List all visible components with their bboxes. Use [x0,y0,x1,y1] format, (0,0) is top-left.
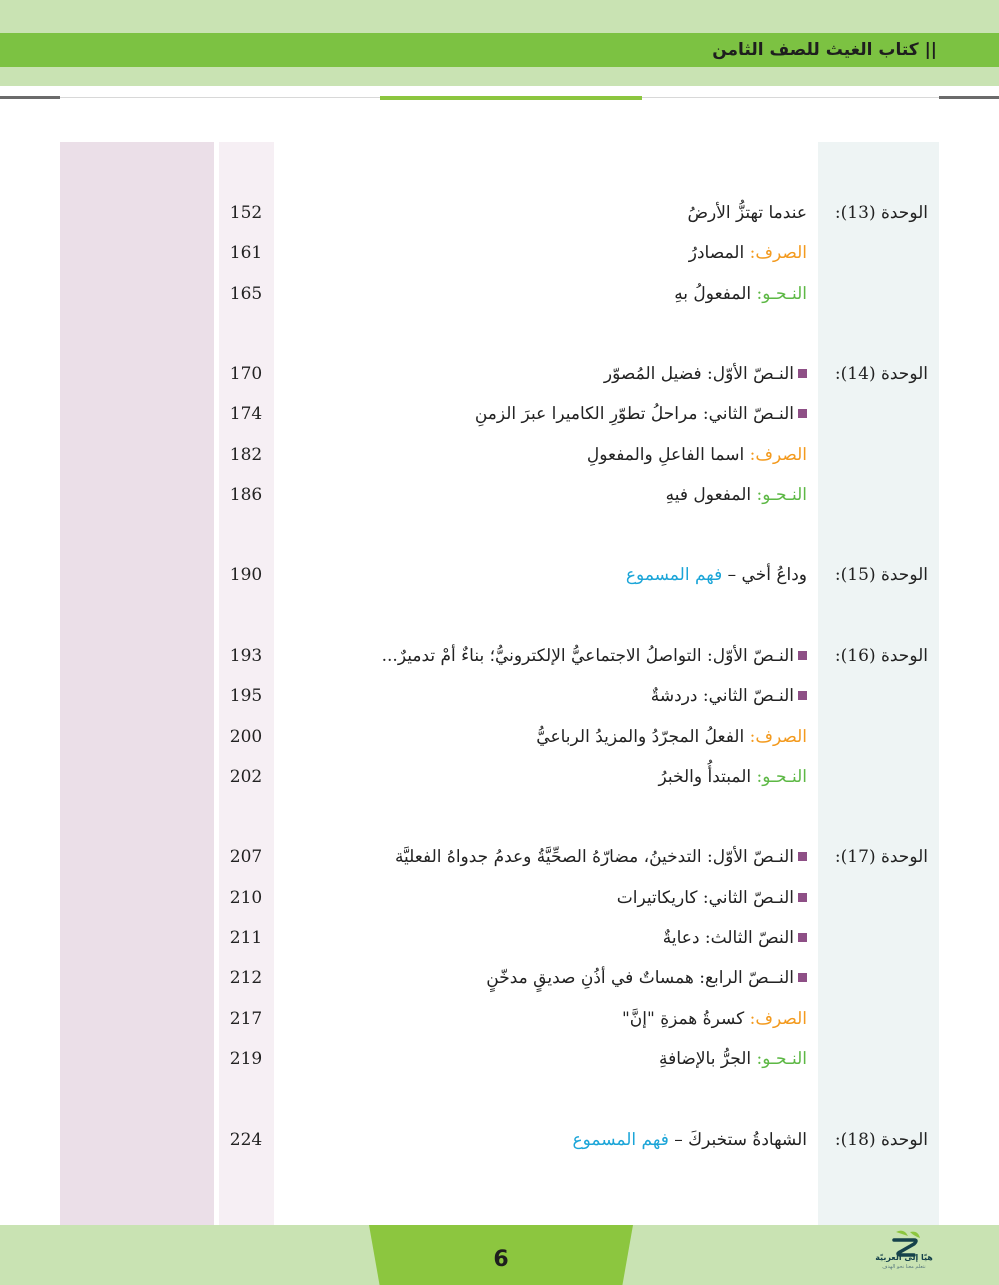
unit-label: الوحدة (17): [834,847,928,867]
nahw-label: النـحـو: [756,1049,807,1069]
entry-nahw [658,761,807,793]
toc-row[interactable] [0,439,999,471]
sarf-label: الصرف: [749,445,807,465]
toc-row[interactable] [0,197,999,229]
nahw-label: النـحـو: [756,284,807,304]
entry-text: النــصّ الرابع: همساتٌ في أذُنِ صديقٍ مدخّنٍ [486,968,794,988]
entry-text: النـصّ الثاني: دردشةٌ [650,686,794,706]
entry-text-item [395,841,807,873]
unit-label: الوحدة (18): [834,1130,928,1150]
toc-row[interactable] [0,1124,999,1156]
unit-label: الوحدة (15): [834,565,928,585]
unit-label: الوحدة (13): [834,203,928,223]
entry-sarf [587,439,807,471]
entry-nahw [659,1043,807,1075]
toc-row[interactable] [0,640,999,672]
toc-row[interactable] [0,237,999,269]
unit-label: الوحدة (14): [834,364,928,384]
entry-text-item [663,922,807,954]
page-number: 186 [229,485,263,505]
sarf-label: الصرف: [749,727,807,747]
toc-row[interactable] [0,559,999,591]
square-bullet-icon [798,651,807,660]
footer-page-number: 6 [493,1247,509,1272]
page-number: 224 [229,1130,263,1150]
toc-row[interactable] [0,479,999,511]
unit-label: الوحدة (16): [834,646,928,666]
page-number: 210 [229,888,263,908]
page-number: 193 [229,646,263,666]
entry-text: كسرةُ همزةِ "إنَّ" [621,1009,745,1029]
entry-text: المفعول فيهِ [665,485,752,505]
page-number: 207 [229,847,263,867]
entry-text: الشهادةُ ستخبركَ – [674,1130,807,1150]
page-number: 219 [229,1049,263,1069]
rule-center-accent [380,96,642,100]
page-number: 174 [229,404,263,424]
toc-row[interactable] [0,1043,999,1075]
header-top-band [0,0,999,33]
nahw-label: النـحـو: [756,485,807,505]
entry-text-item [617,882,807,914]
page-number: 212 [229,968,263,988]
nahw-label: النـحـو: [756,767,807,787]
entry-text: النـصّ الأوّل: فضيل المُصوّر [603,364,794,384]
listening-label: فهم المسموع [625,565,723,585]
toc-row[interactable] [0,962,999,994]
toc-row[interactable] [0,1003,999,1035]
toc-row[interactable] [0,721,999,753]
toc-row[interactable] [0,278,999,310]
toc-row[interactable] [0,398,999,430]
page-number: 211 [229,928,263,948]
page-number: 182 [229,445,263,465]
toc-row[interactable] [0,841,999,873]
entry-sarf [536,721,807,753]
toc-row[interactable] [0,882,999,914]
page-number: 165 [229,284,263,304]
entry-text: اسما الفاعلِ والمفعولِ [586,445,745,465]
page-number: 161 [229,243,263,263]
publisher-name: هيّا إلى العربيّة [875,1253,933,1262]
page-number: 202 [229,767,263,787]
square-bullet-icon [798,852,807,861]
book-title: || كتاب الغيث للصف الثامن [712,40,937,60]
page-number: 152 [229,203,263,223]
page-number: 170 [229,364,263,384]
rule-left-accent [0,96,60,99]
toc-row[interactable] [0,922,999,954]
square-bullet-icon [798,973,807,982]
toc-row[interactable] [0,358,999,390]
entry-text: النـصّ الثاني: كاريكاتيرات [616,888,794,908]
square-bullet-icon [798,369,807,378]
entry-text-item [382,640,807,672]
entry-text-item [486,962,807,994]
listening-label: فهم المسموع [572,1130,669,1150]
entry-text-item [604,358,807,390]
entry-listening [626,559,807,591]
entry-sarf [622,1003,807,1035]
sarf-label: الصرف: [749,1009,807,1029]
entry-text: وداعُ أخي – [727,565,807,585]
square-bullet-icon [798,933,807,942]
entry-text-item [475,398,807,430]
entry-text: الفعلُ المجرّدُ والمزيدُ الرباعيُّ [536,727,745,747]
rule-right-accent [939,96,999,99]
square-bullet-icon [798,893,807,902]
page-number: 195 [229,686,263,706]
sarf-label: الصرف: [749,243,807,263]
header-lower-band [0,67,999,86]
entry-nahw [674,278,807,310]
entry-text: النـصّ الثاني: مراحلُ تطوّرِ الكاميرا عبرَ الزمنِ [474,404,794,424]
square-bullet-icon [798,691,807,700]
entry-sarf [689,237,807,269]
entry-text: المبتدأُ والخبرُ [658,767,752,787]
page-number: 217 [229,1009,263,1029]
entry-text: الجرُّ بالإضافةِ [658,1049,752,1069]
entry-text: النصّ الثالث: دعايةٌ [662,928,794,948]
entry-title: عندما تهتزُّ الأرضُ [687,203,807,223]
entry-text: النـصّ الأوّل: التواصلُ الاجتماعيُّ الإلكترونيُّ؛ بناءٌ أمْ تدميرٌ... [381,646,794,666]
publisher-tagline: نتعلم معنا نحو الهدف [882,1264,926,1270]
entry-text: المصادرُ [688,243,745,263]
toc-row[interactable] [0,680,999,712]
page-number: 200 [229,727,263,747]
entry-text-item [651,680,807,712]
entry-text: المفعولُ بهِ [674,284,752,304]
entry-listening [573,1124,808,1156]
toc-row[interactable] [0,761,999,793]
square-bullet-icon [798,409,807,418]
entry-nahw [666,479,807,511]
entry-text: النـصّ الأوّل: التدخينُ، مضارّهُ الصحِّيَّةُ وعدمُ جدواهُ الفعليَّة [394,847,794,867]
page-number: 190 [229,565,263,585]
